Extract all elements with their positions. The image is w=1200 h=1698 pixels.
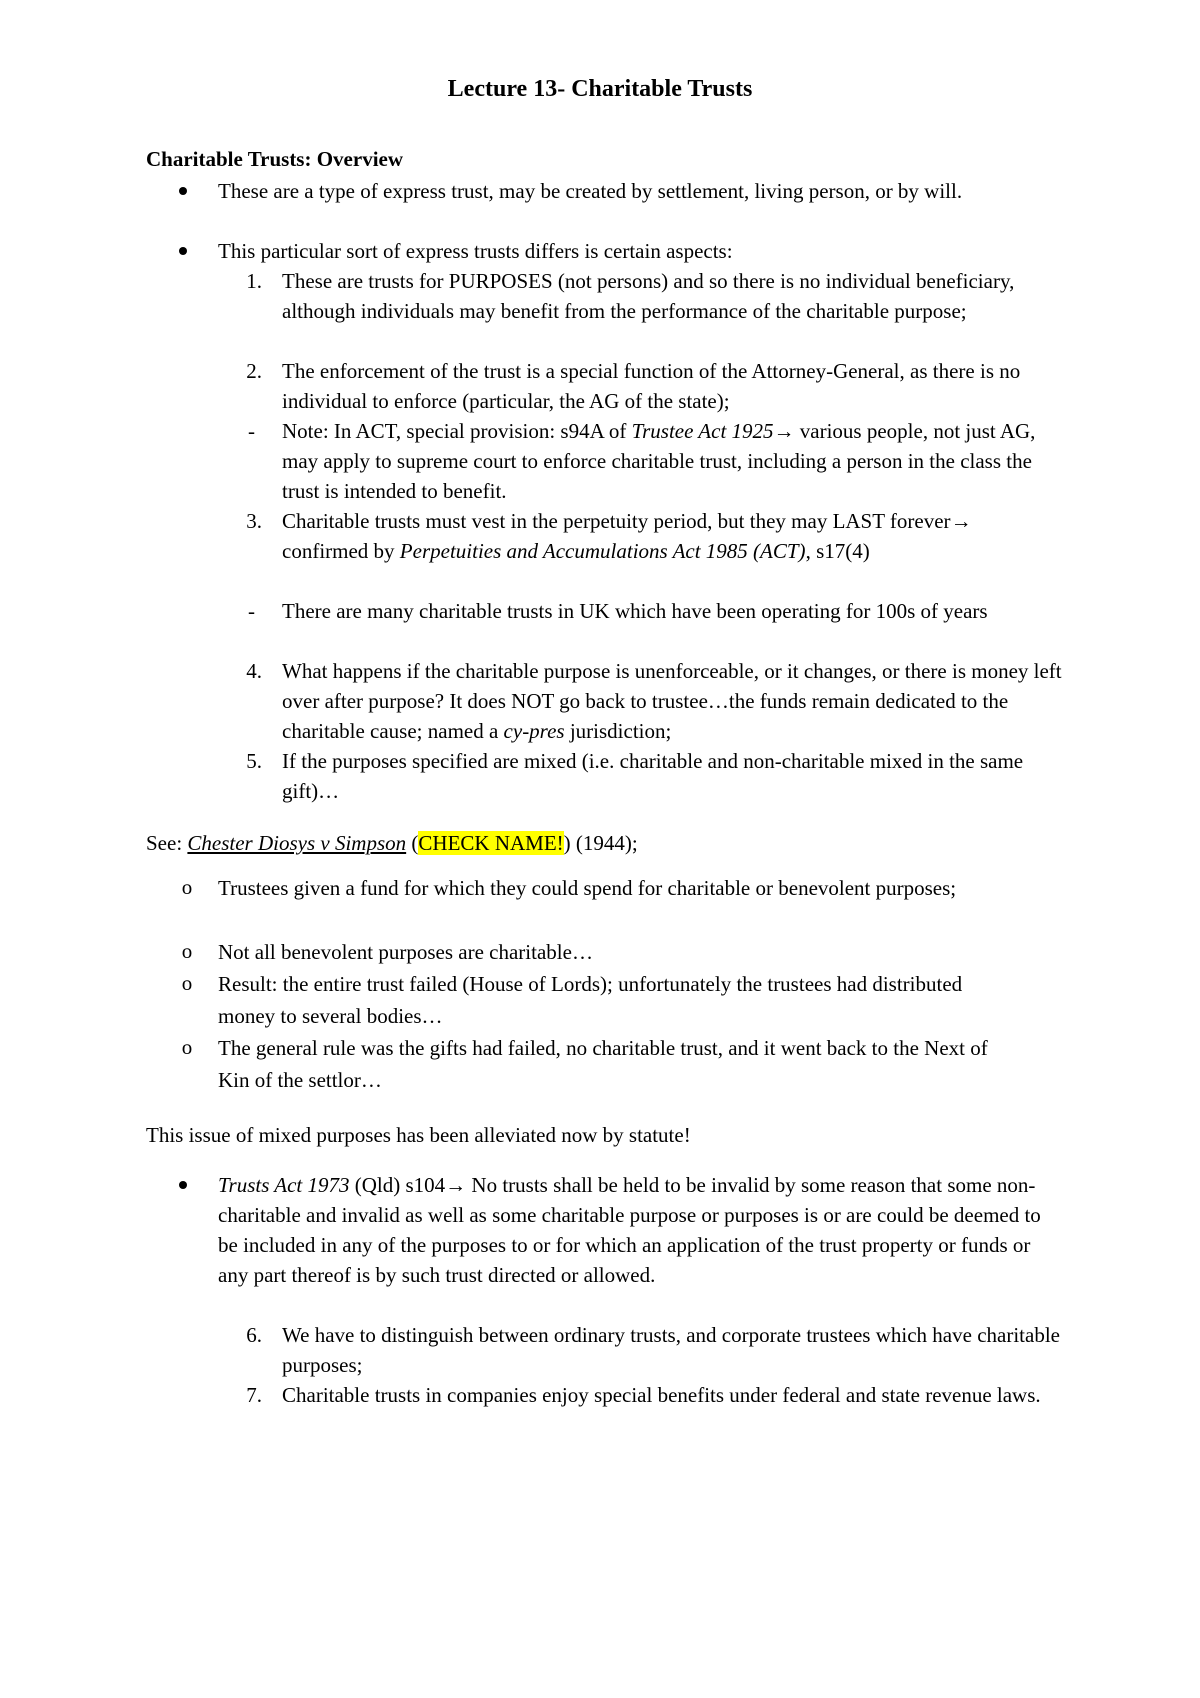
arrow-icon: →: [445, 1173, 467, 1197]
item-text: We have to distinguish between ordinary trusts, and corporate trustees which have charitable purposes;: [282, 1323, 1060, 1377]
item-number: 4.: [246, 659, 262, 683]
section-heading: Charitable Trusts: Overview: [146, 147, 404, 171]
item-text: Charitable trusts in companies enjoy special benefits under federal and state revenue laws.: [282, 1383, 1041, 1407]
bullet-icon: [174, 176, 192, 206]
bullet-text: These are a type of express trust, may be created by settlement, living person, or by will.: [218, 179, 963, 203]
item-number: 7.: [246, 1383, 262, 1407]
item-number: 1.: [246, 269, 262, 293]
bullet-text: Trusts Act 1973 (Qld) s104→ No trusts shall be held to be invalid by some reason that some non-charitable and invalid as well as some charitable purpose or purposes is or are could be deemed to be included in any of the purposes to or for which an application of the trust property or funds or any part thereof is by such trust directed or allowed.: [218, 1173, 1041, 1287]
item-number: 6.: [246, 1323, 262, 1347]
item-number: 2.: [246, 359, 262, 383]
bullet-icon: [174, 236, 192, 266]
arrow-icon: →: [773, 419, 795, 443]
bullet-icon: [174, 1170, 192, 1200]
arrow-icon: →: [950, 509, 972, 533]
see-line: See: Chester Diosys v Simpson (CHECK NAME!) (1944);: [146, 831, 638, 855]
page-title: Lecture 13- Charitable Trusts: [447, 76, 753, 102]
item-text: If the purposes specified are mixed (i.e. charitable and non-charitable mixed in the same gift)…: [282, 749, 1024, 803]
item-text: There are many charitable trusts in UK which have been operating for 100s of years: [282, 599, 988, 623]
dash-marker: -: [248, 419, 255, 443]
statute-line: This issue of mixed purposes has been alleviated now by statute!: [146, 1123, 691, 1147]
item-text: These are trusts for PURPOSES (not persons) and so there is no individual beneficiary, although individuals may benefit from the performance of the charitable purpose;: [282, 269, 1015, 323]
circle-bullet-icon: o: [181, 1035, 193, 1059]
item-number: 3.: [246, 509, 262, 533]
circle-bullet-icon: o: [181, 971, 193, 995]
bullet-text: This particular sort of express trusts differs is certain aspects:: [218, 239, 733, 263]
item-text: Trustees given a fund for which they could spend for charitable or benevolent purposes;: [218, 876, 957, 900]
item-text: What happens if the charitable purpose is unenforceable, or it changes, or there is money left over after purpose? It does NOT go back to trustee…the funds remain dedicated to the charitable cause; named a cy-pres jurisdiction;: [282, 659, 1062, 743]
item-text: Charitable trusts must vest in the perpetuity period, but they may LAST forever→ confirmed by Perpetuities and Accumulations Act 1985 (ACT), s17(4): [282, 509, 972, 563]
item-text: Note: In ACT, special provision: s94A of Trustee Act 1925→ various people, not just AG, may apply to supreme court to enforce charitable trust, including a person in the class the trust is intended to benefit.: [282, 419, 1036, 503]
item-text: Result: the entire trust failed (House of Lords); unfortunately the trustees had distributed money to several bodies…: [218, 972, 963, 1028]
circle-bullet-icon: o: [181, 939, 193, 963]
item-number: 5.: [246, 749, 262, 773]
item-text: Not all benevolent purposes are charitable…: [218, 940, 593, 964]
circle-bullet-icon: o: [181, 875, 193, 899]
check-name-highlight: CHECK NAME!: [418, 831, 564, 855]
dash-marker: -: [248, 599, 255, 623]
case-name: Chester Diosys v Simpson: [187, 831, 407, 855]
item-text: The enforcement of the trust is a special function of the Attorney-General, as there is no individual to enforce (particular, the AG of the state);: [282, 359, 1021, 413]
item-text: The general rule was the gifts had failed, no charitable trust, and it went back to the Next of Kin of the settlor…: [218, 1036, 988, 1092]
